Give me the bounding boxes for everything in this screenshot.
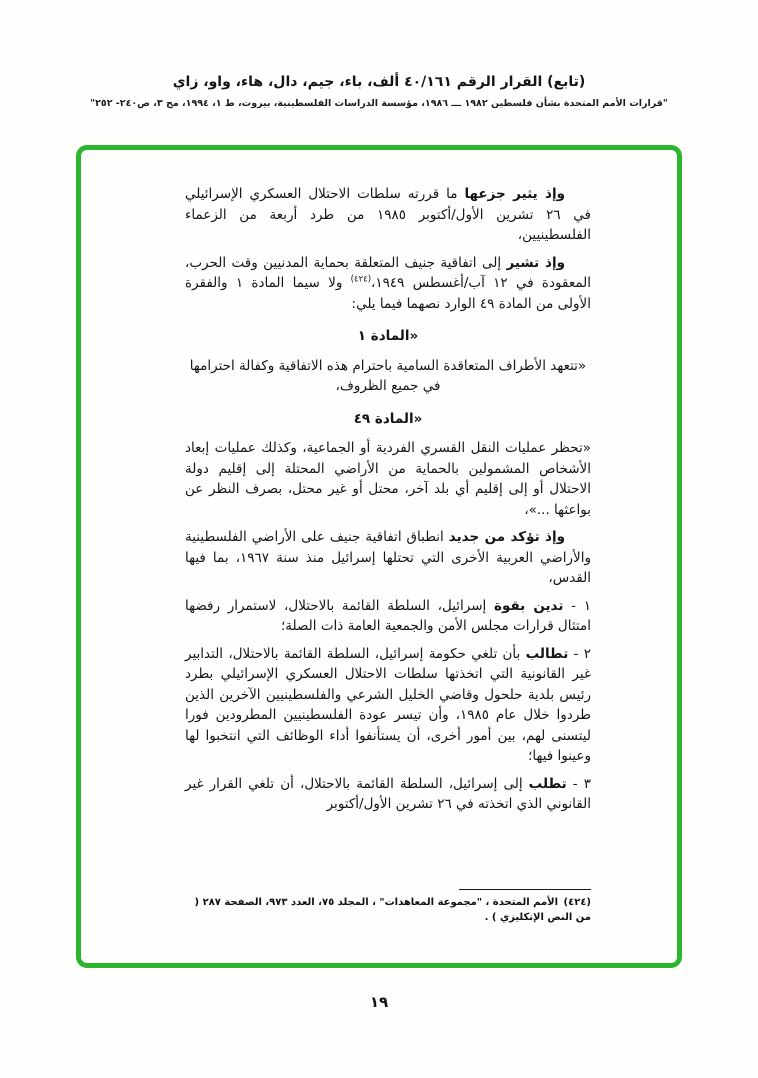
footnote-text: (٤٢٤) الأمم المتحدة ، "مجموعة المعاهدات" ، المجلد ٧٥، العدد ٩٧٣، الصفحة ٢٨٧ ( من النص الإنكليزي ) .: [194, 897, 591, 923]
highlight-border-box: [76, 145, 682, 968]
lead-phrase: تطالب: [525, 645, 569, 662]
article-49-text: «تحظر عمليات النقل القسري الفردية أو الجماعية، وكذلك عمليات إبعاد الأشخاص المشمولين بالحماية من الأراضي المحتلة إلى إقليم دولة الاحتلال أو إلى إقليم أي بلد آخر، محتل أو غير محتل، بصرف النظر عن بواعثها ...»،: [185, 440, 591, 518]
preamble-paragraph-1: وإذ يثير جزعها ما قررته سلطات الاحتلال العسكري الإسرائيلي في ٢٦ تشرين الأول/أكتوبر ١٩٨٥ من طرد أربعة من الزعماء الفلسطينيين،: [185, 186, 592, 243]
operative-paragraph-3: ٣ - تطلب إلى إسرائيل، السلطة القائمة بالاحتلال، أن تلغي القرار غير القانوني الذي اتخذته في ٢٦ تشرين الأول/أكتوبر: [185, 775, 591, 812]
lead-phrase: تطلب: [528, 775, 567, 792]
operative-paragraph-2: ٢ - تطالب بأن تلغي حكومة إسرائيل، السلطة القائمة بالاحتلال، التدابير غير القانونية التي اتخذتها سلطات الاحتلال العسكري الإسرائيلي بطرد رئيس بلدية حلحول وقاضي الخليل الشرعي والفلسطينيين الآخرين الذين طردوا خلال عام ١٩٨٥، وأن تيسر عودة الفلسطينيين المطرودين فورا ليتسنى لهم، بين أمور أخرى، أن يستأنفوا أداء الوظائف التي انتخبوا لها وعينوا فيها؛: [185, 645, 592, 764]
paragraph-number: ٣ -: [566, 775, 591, 792]
paragraph-number: ١ -: [563, 597, 591, 614]
lead-phrase: وإذ يثير جزعها: [464, 186, 565, 202]
lead-phrase: وإذ تشير: [506, 254, 565, 271]
footnote: [181, 889, 591, 925]
paragraph-number: ٢ -: [568, 645, 591, 662]
preamble-paragraph-2: وإذ تشير إلى اتفاقية جنيف المتعلقة بحماية المدنيين وقت الحرب، المعقودة في ١٢ آب/أغسطس ١٩٤٩،$^{(٤٢٤)}$ ولا سيما المادة ١ والفقرة الأولى من المادة ٤٩ الوارد نصهما فيما يلي:: [185, 254, 592, 312]
footnote-reference: (٤٢٤): [350, 274, 372, 285]
document-citation: "قرارات الأمم المتحدة بشأن فلسطين ١٩٨٢ ـــ ١٩٨٦، مؤسسة الدراسات الفلسطينية، بيروت، ط ١، ١٩٩٤، مج ٣، ص٢٤٠- ٢٥٢": [90, 98, 668, 109]
footnote-separator: [459, 889, 591, 890]
operative-paragraph-1: ١ - تدين بقوة إسرائيل، السلطة القائمة بالاحتلال، لاستمرار رفضها امتثال قرارات مجلس الأمن والجمعية العامة ذات الصلة؛: [185, 597, 591, 634]
lead-phrase: تدين بقوة: [494, 597, 564, 614]
lead-phrase: وإذ تؤكد من جديد: [448, 529, 565, 545]
document-title: (تابع) القرار الرقم ٤٠/١٦١ ألف، باء، جيم، دال، هاء، واو، زاي: [172, 74, 586, 90]
footnote-marker: (٤٢٤): [563, 897, 591, 908]
article-49-heading: «المادة ٤٩: [353, 410, 423, 427]
page-header: [0, 0, 758, 109]
document-body: [81, 150, 677, 856]
page-number: ١٩: [369, 993, 389, 1011]
article-1-text: «تتعهد الأطراف المتعاقدة السامية باحترام هذه الاتفاقية وكفالة احترامها في جميع الظروف،: [189, 357, 587, 394]
preamble-paragraph-3: وإذ تؤكد من جديد انطباق اتفاقية جنيف على الأراضي الفلسطينية والأراضي العربية الأخرى التي تحتلها إسرائيل منذ سنة ١٩٦٧، بما فيها القدس،: [185, 529, 591, 586]
article-1-heading: «المادة ١: [357, 328, 419, 344]
